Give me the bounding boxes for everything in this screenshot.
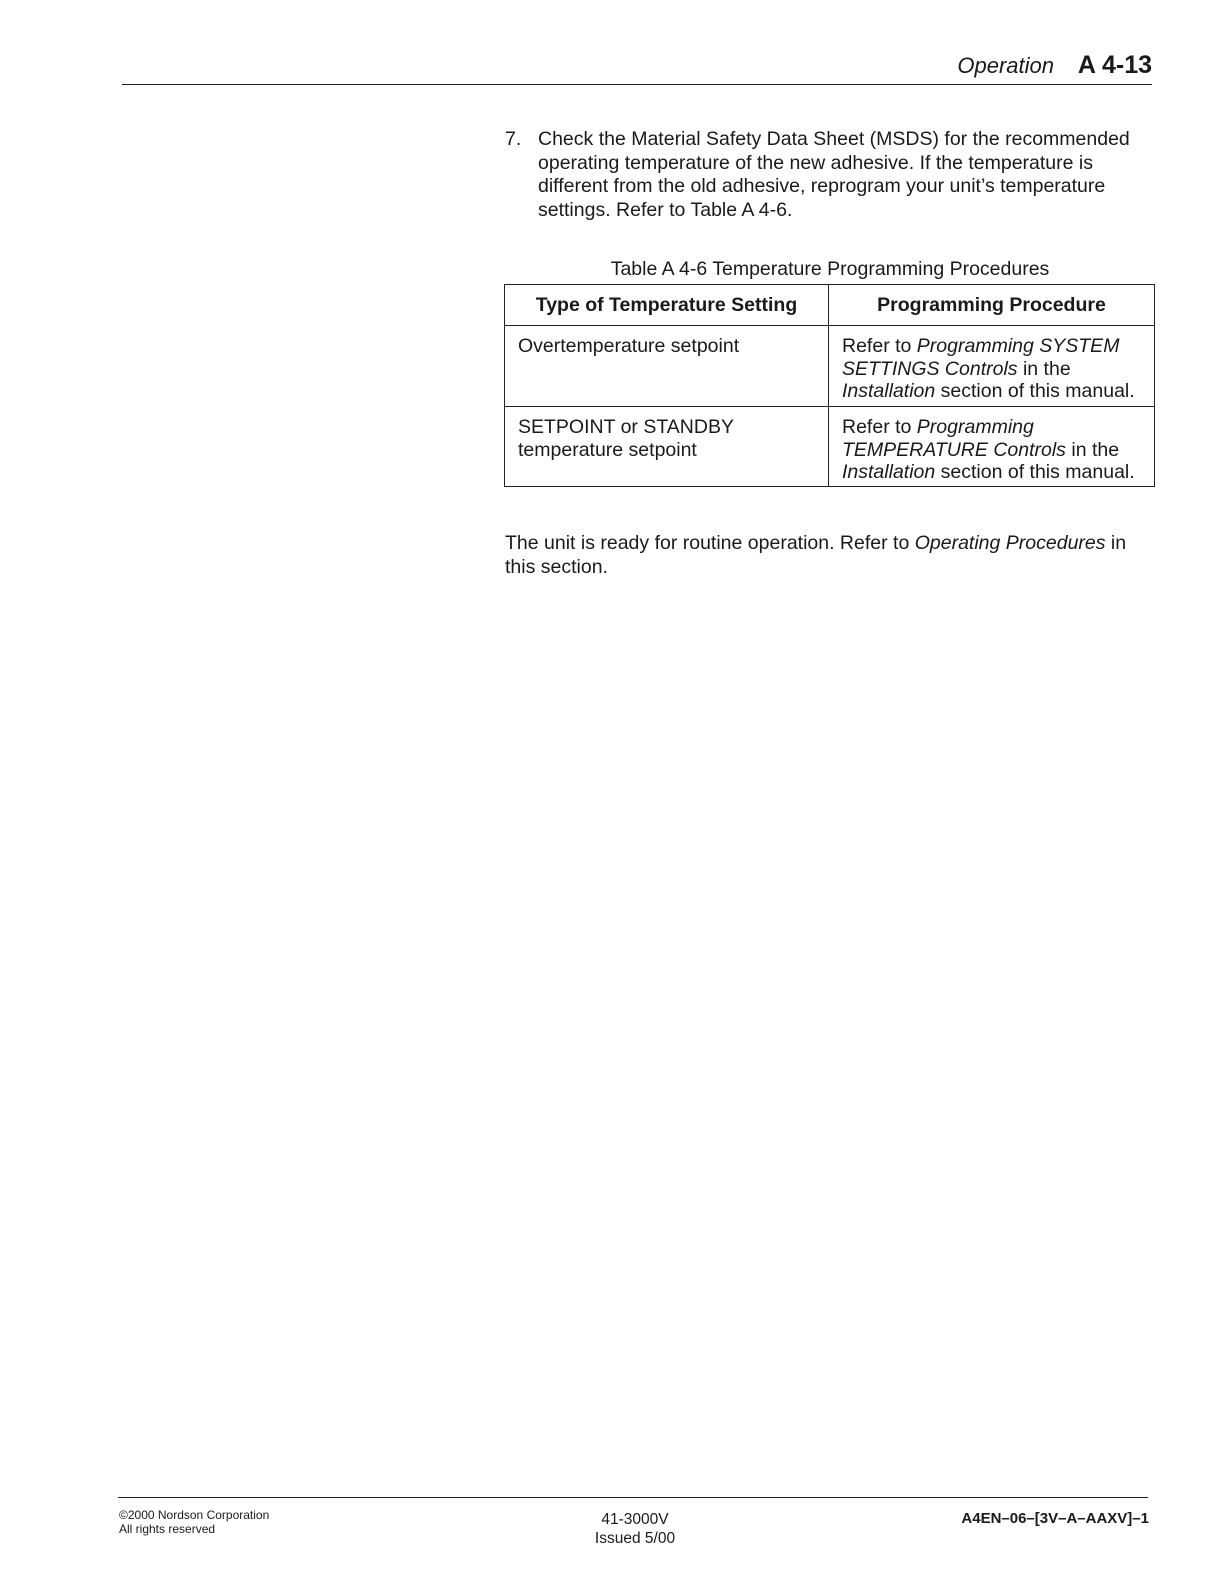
procedure-cell	[829, 326, 1155, 407]
rights-line: All rights reserved	[119, 1521, 216, 1536]
issue-date: Issued 5/00	[594, 1530, 676, 1547]
column-header-setting-type: Type of Temperature Setting	[505, 285, 829, 326]
closing-paragraph	[505, 532, 1155, 579]
header-page-number: A 4-13	[1077, 51, 1152, 79]
procedure-tail-text: section of this manual.	[935, 461, 1135, 483]
copyright-line: ©2000 Nordson Corporation	[119, 1508, 270, 1522]
closing-lead-text: The unit is ready for routine operation. Refer to	[505, 532, 915, 554]
procedure-tail-text: section of this manual.	[935, 380, 1135, 402]
procedure-link-text: Programming SYSTEM SETTINGS Controls	[842, 335, 1120, 380]
closing-reference: Operating Procedures	[914, 532, 1106, 554]
procedure-in-the-text: in the	[1065, 438, 1120, 461]
procedure-cell	[829, 407, 1155, 487]
step-number: 7.	[505, 128, 522, 150]
header-section-title: Operation	[957, 53, 1054, 78]
step-7	[505, 128, 1155, 222]
footer-document-code: A4EN–06–[3V–A–AAXV]–1	[961, 1510, 1149, 1527]
document-number: 41-3000V	[601, 1511, 669, 1528]
temperature-programming-table	[504, 284, 1155, 487]
setting-cell: Overtemperature setpoint	[505, 326, 829, 407]
procedure-in-the-text: in the	[1017, 357, 1071, 380]
footer-document-info	[560, 1510, 710, 1548]
closing-tail-text: in this section.	[505, 532, 1127, 578]
setting-cell: SETPOINT or STANDBY temperature setpoint	[505, 407, 829, 487]
step-text: Check the Material Safety Data Sheet (MSDS) for the recommended operating temperature of the new adhesive. If the temperature is different from the old adhesive, reprogram your unit’s temperature settings. Refer to Table A 4-6.	[538, 128, 1130, 221]
table-caption: Table A 4-6 Temperature Programming Procedures	[610, 258, 1050, 280]
procedure-refer-text: Refer to	[842, 416, 917, 438]
procedure-link-text: Programming TEMPERATURE Controls	[842, 416, 1066, 461]
table-row	[505, 407, 1155, 487]
table-row	[505, 326, 1155, 407]
procedure-section-name: Installation	[842, 461, 936, 483]
procedure-refer-text: Refer to	[842, 335, 917, 357]
page-header	[122, 48, 1152, 85]
table-header-row	[505, 285, 1155, 326]
procedure-section-name: Installation	[842, 380, 936, 402]
footer-copyright	[119, 1509, 269, 1536]
column-header-procedure: Programming Procedure	[829, 285, 1155, 326]
footer-divider	[118, 1497, 1148, 1498]
